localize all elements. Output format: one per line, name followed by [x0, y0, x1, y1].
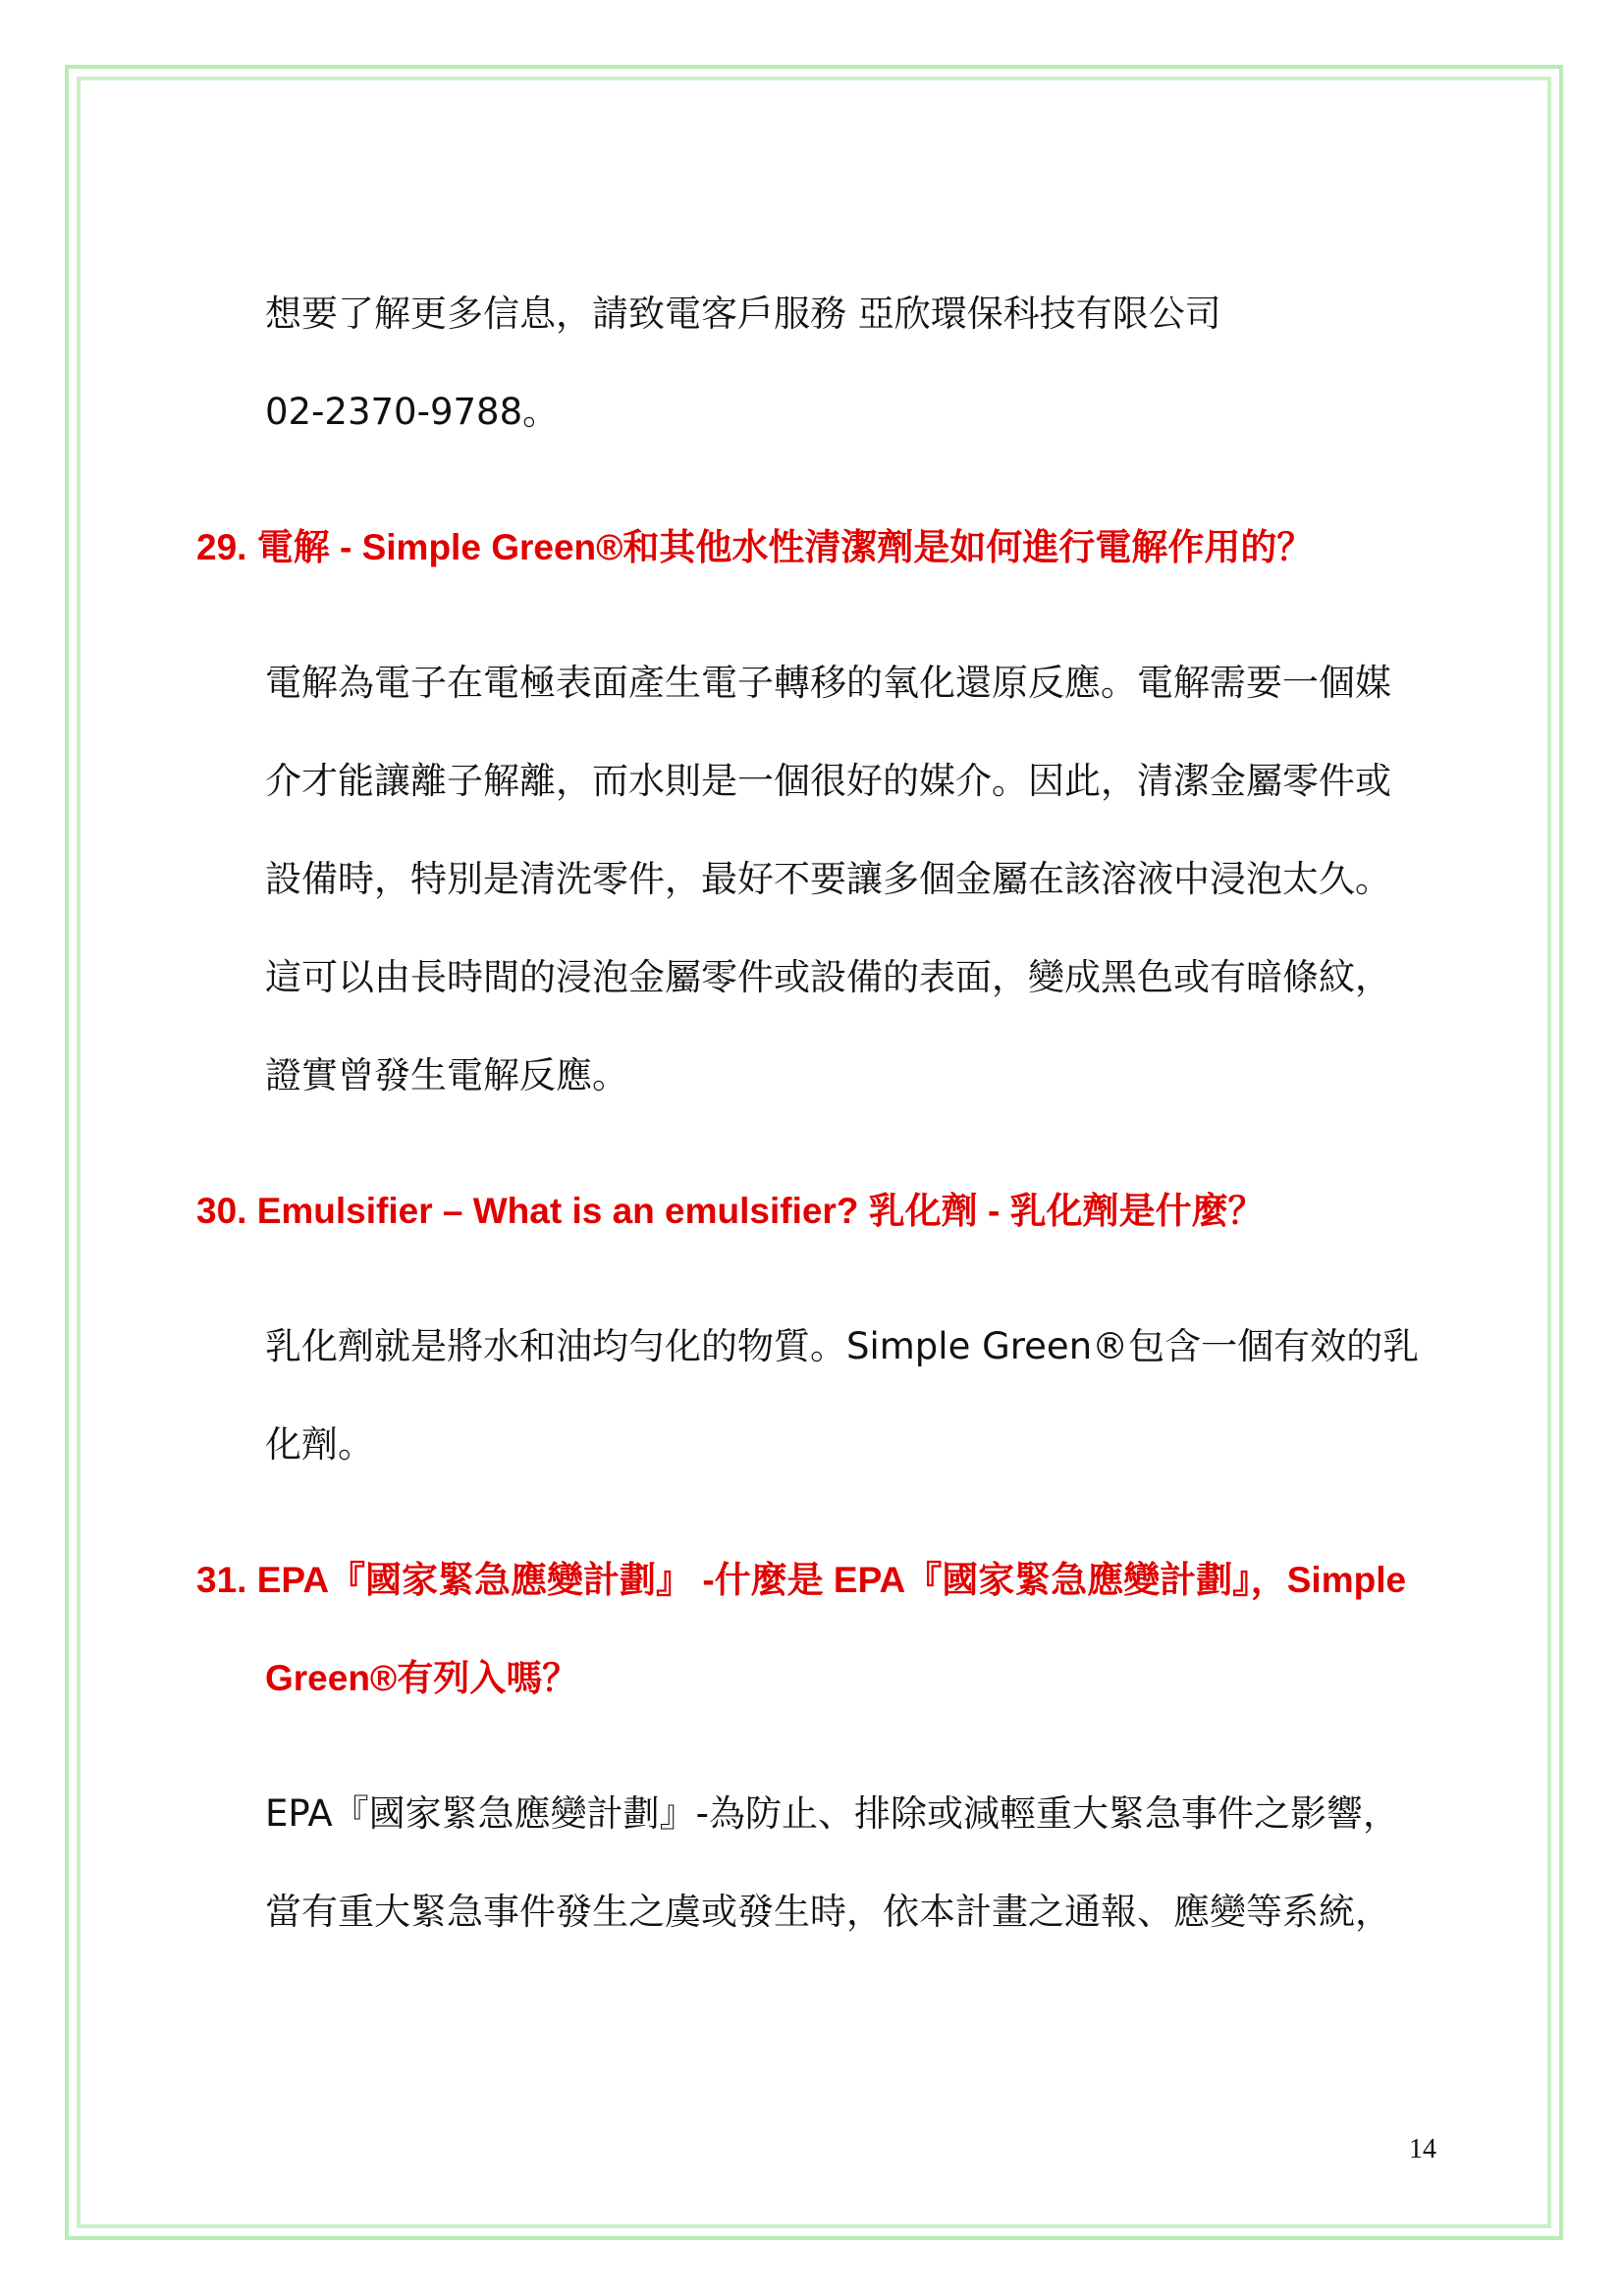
intro-line-2: 02-2370-9788。	[265, 391, 560, 433]
q30-heading: 30. Emulsifier – What is an emulsifier? 乳化劑 - 乳化劑是什麼？	[196, 1191, 1265, 1231]
q29-line-2: 介才能讓離子解離，而水則是一個很好的媒介。因此，清潔金屬零件或	[265, 760, 1391, 802]
q31-line-2: 當有重大緊急事件發生之虞或發生時，依本計畫之通報、應變等系統，	[265, 1891, 1391, 1933]
q31-line-1: EPA『國家緊急應變計劃』-為防止、排除或減輕重大緊急事件之影響，	[265, 1792, 1399, 1835]
q29-line-1: 電解為電子在電極表面產生電子轉移的氧化還原反應。電解需要一個媒	[265, 662, 1391, 704]
intro-line-1: 想要了解更多信息，請致電客戶服務 亞欣環保科技有限公司	[265, 293, 1221, 335]
q31-heading-line-2: Green®有列入嗎？	[265, 1658, 579, 1698]
q31-heading-line-1: 31. EPA『國家緊急應變計劃』 -什麼是 EPA『國家緊急應變計劃』，Simple	[196, 1560, 1407, 1600]
document-body	[196, 265, 1443, 1961]
q29-line-3: 設備時，特別是清洗零件，最好不要讓多個金屬在該溶液中浸泡太久。	[265, 858, 1391, 900]
q30-line-1: 乳化劑就是將水和油均勻化的物質。Simple Green®包含一個有效的乳	[265, 1325, 1420, 1367]
q29-line-4: 這可以由長時間的浸泡金屬零件或設備的表面，變成黑色或有暗條紋，	[265, 956, 1391, 998]
q29-line-5: 證實曾發生電解反應。	[265, 1054, 628, 1096]
q30-line-2: 化劑。	[265, 1423, 374, 1466]
page-number: 14	[1409, 2134, 1436, 2164]
q29-heading: 29. 電解 - Simple Green®和其他水性清潔劑是如何進行電解作用的？	[196, 527, 1314, 567]
